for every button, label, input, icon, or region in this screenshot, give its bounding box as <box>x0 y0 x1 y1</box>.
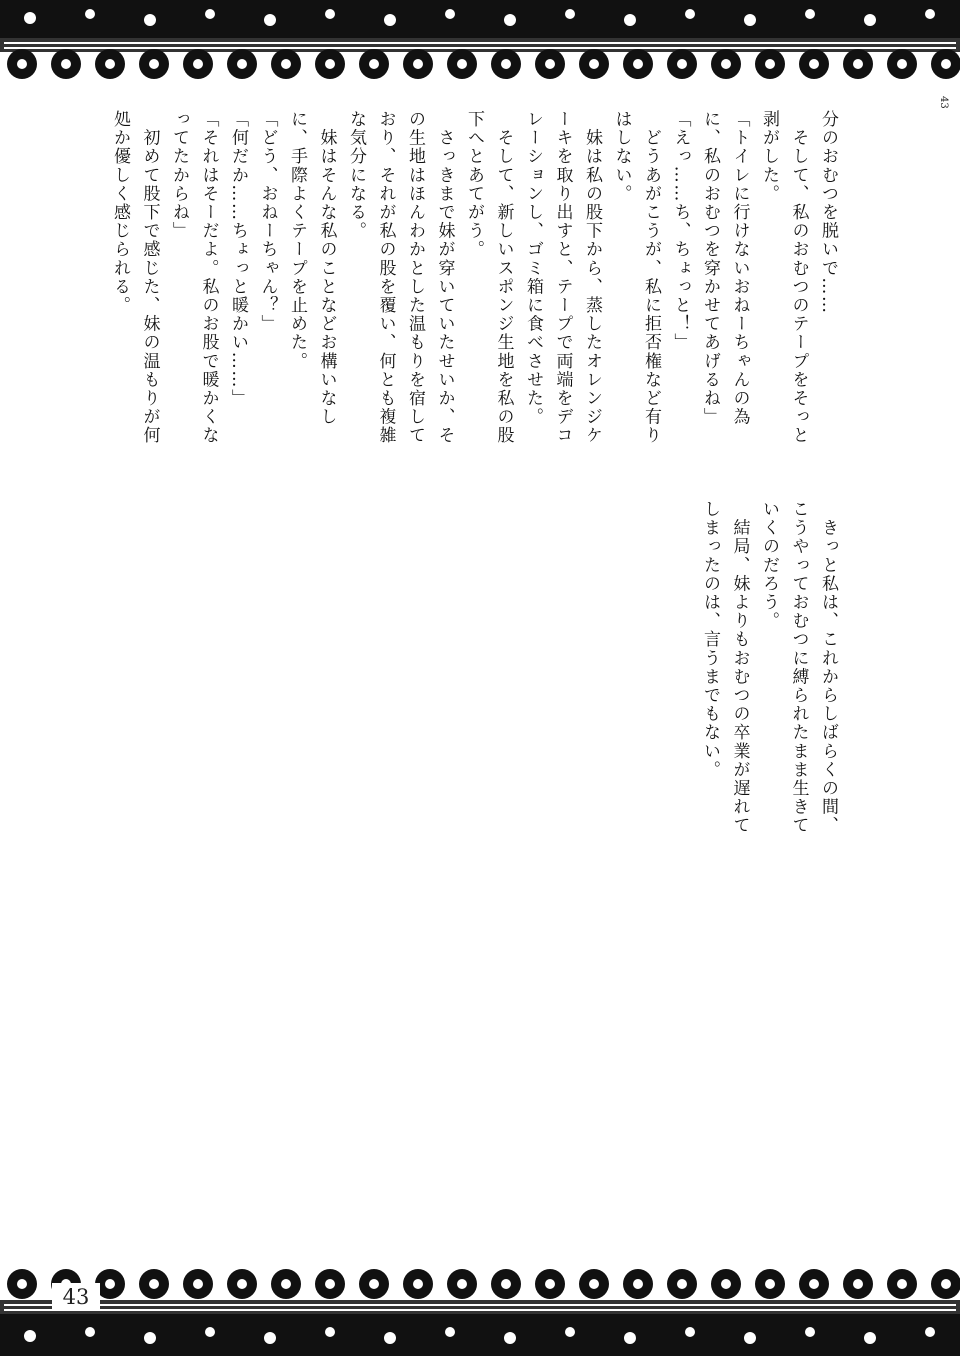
paragraph: 「トイレに行けないおねーちゃんの為に、私のおむつを穿かせてあげるね」 <box>700 110 750 427</box>
page-number: 43 <box>52 1283 100 1311</box>
paragraph: 妹は私の股下から、蒸したオレンジケーキを取り出すと、テープで両端をデコレーションし、ゴミ箱に食べさせた。 <box>523 110 602 445</box>
paragraph: 「何だか……ちょっと暖かい……」 <box>228 110 248 408</box>
paragraph: 「えっ……ち、ちょっと！」 <box>670 110 691 352</box>
text-column-lower <box>695 500 843 840</box>
paragraph: 「どう、おねーちゃん？」 <box>257 110 278 334</box>
paragraph: 妹はそんな私のことなどお構いなしに、手際よくテープを止めた。 <box>287 110 337 427</box>
paragraph: 分のおむつを脱いで…… <box>818 110 838 315</box>
paragraph: そして、私のおむつのテープをそっと剥がした。 <box>759 110 809 445</box>
paragraph: 初めて股下で感じた、妹の温もりが何処か優しく感じられる。 <box>110 110 160 445</box>
text-column-upper <box>105 110 843 455</box>
paragraph: さっきまで妹が穿いていたせいか、その生地はほんわかとした温もりを宿しており、それが私の股を覆い、何とも複雑な気分になる。 <box>346 110 455 445</box>
bottom-lace-border <box>0 1260 960 1356</box>
running-page-number: 43 <box>938 96 949 109</box>
paragraph: そして、新しいスポンジ生地を私の股下へとあてがう。 <box>464 110 514 445</box>
top-lace-border <box>0 0 960 92</box>
paragraph: 「それはそーだよ。私のお股で暖かくなってたからね」 <box>169 110 219 445</box>
paragraph: きっと私は、これからしばらくの間、こうやっておむつに縛られたまま生きていくのだろう。 <box>759 500 838 835</box>
paragraph: どうあがこうが、私に拒否権など有りはしない。 <box>611 110 661 445</box>
paragraph: 結局、妹よりもおむつの卒業が遅れてしまったのは、言うまでもない。 <box>700 500 750 835</box>
